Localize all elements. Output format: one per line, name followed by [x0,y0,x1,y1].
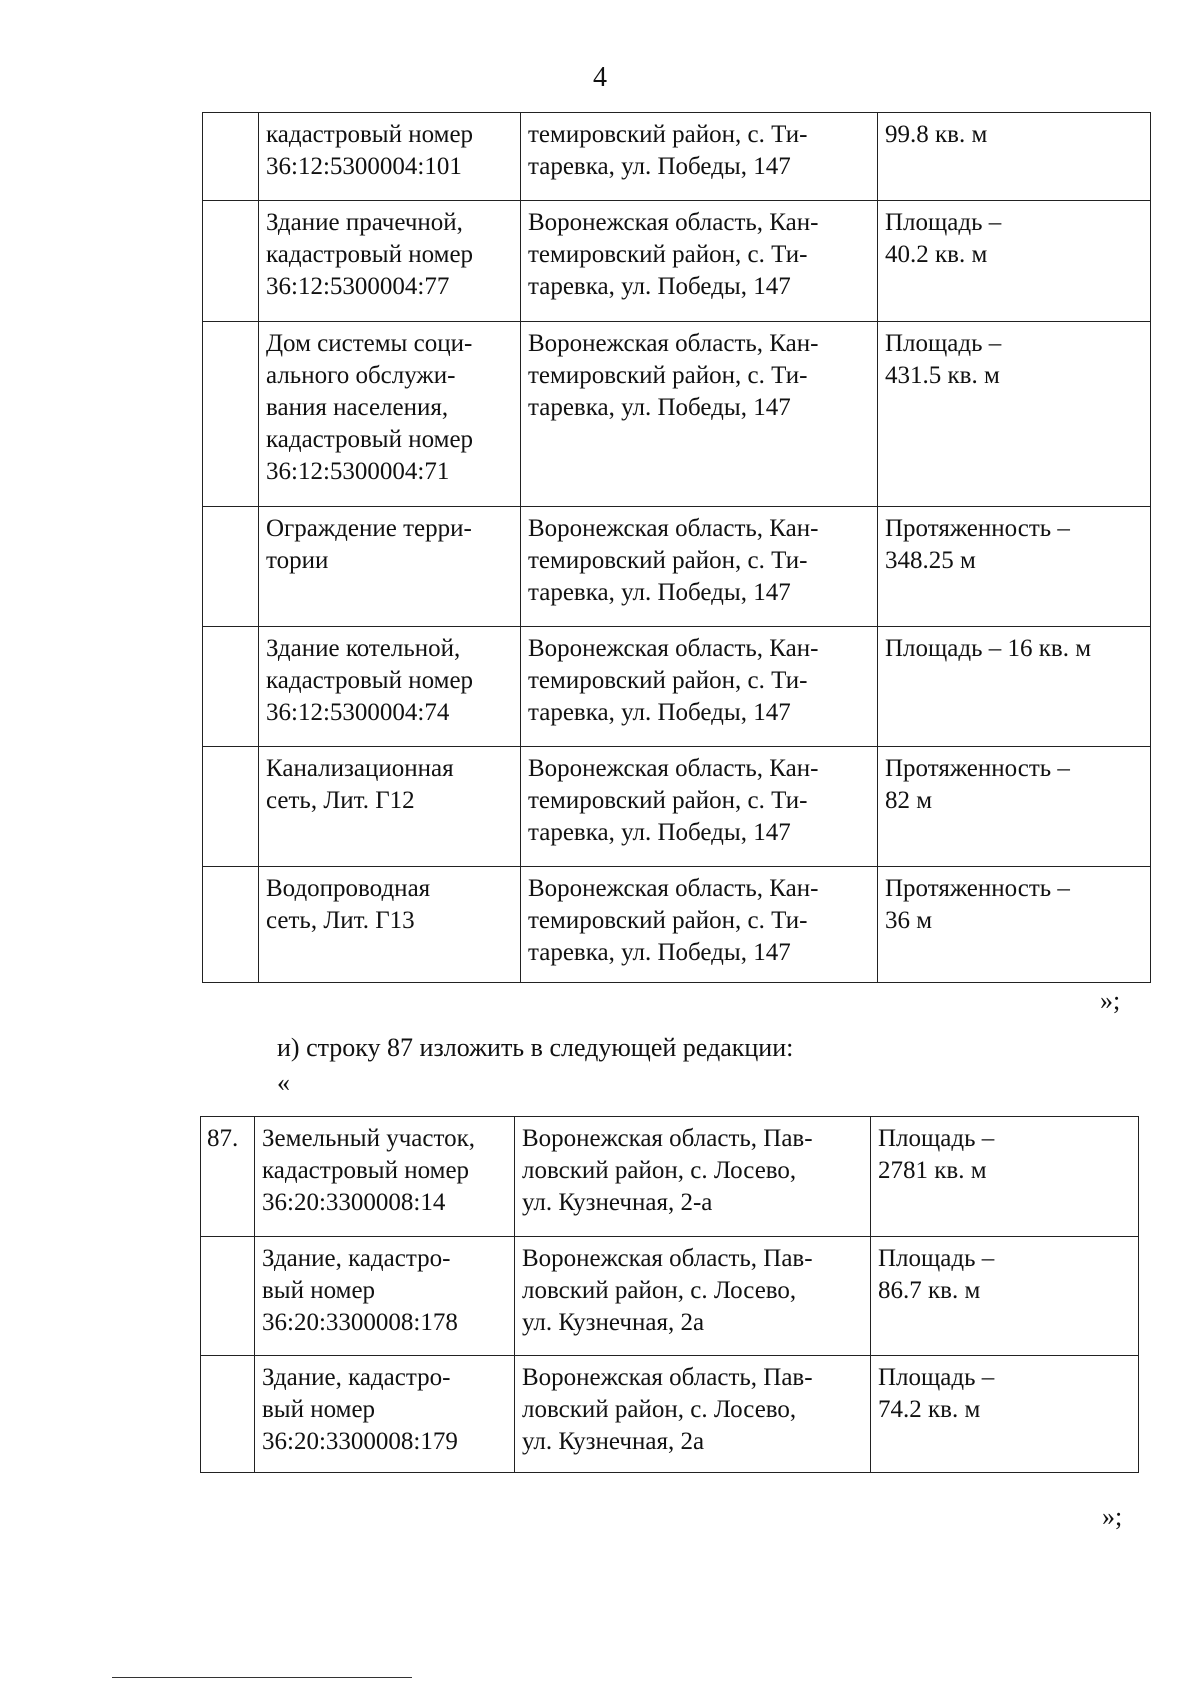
size-cell: Протяженность – 348.25 м [878,507,1151,627]
address-cell: Воронежская область, Пав- ловский район, с. Лосево, ул. Кузнечная, 2-а [515,1117,871,1237]
table-row [203,747,1151,867]
row-number-cell: 87. [201,1117,255,1237]
object-name-cell: Водопроводная сеть, Лит. Г13 [259,867,521,983]
row-number-cell [201,1356,255,1473]
object-name-cell: Земельный участок, кадастровый номер 36:20:3300008:14 [255,1117,515,1237]
table-row [203,201,1151,322]
size-cell: Площадь – 2781 кв. м [871,1117,1139,1237]
size-cell: Протяженность – 82 м [878,747,1151,867]
table-row [201,1117,1139,1237]
object-name-cell: Дом системы соци- ального обслужи- вания населения, кадастровый номер 36:12:5300004:71 [259,322,521,507]
address-cell: Воронежская область, Пав- ловский район, с. Лосево, ул. Кузнечная, 2а [515,1356,871,1473]
table-row [201,1237,1139,1356]
table-row [203,627,1151,747]
object-name-cell: Здание котельной, кадастровый номер 36:12:5300004:74 [259,627,521,747]
table-row [203,113,1151,201]
row-number-cell [203,507,259,627]
address-cell: Воронежская область, Кан- темировский район, с. Ти- таревка, ул. Победы, 147 [521,867,878,983]
row-number-cell [203,201,259,322]
size-cell: Площадь – 40.2 кв. м [878,201,1151,322]
size-cell: Площадь – 16 кв. м [878,627,1151,747]
address-cell: темировский район, с. Ти- таревка, ул. Победы, 147 [521,113,878,201]
object-name-cell: Канализационная сеть, Лит. Г12 [259,747,521,867]
row-number-cell [203,627,259,747]
row-number-cell [203,322,259,507]
closing-quote: »; [1100,986,1121,1015]
table-row [201,1356,1139,1473]
row-number-cell [203,867,259,983]
property-table-continued [202,112,1151,983]
object-name-cell: кадастровый номер 36:12:5300004:101 [259,113,521,201]
address-cell: Воронежская область, Пав- ловский район, с. Лосево, ул. Кузнечная, 2а [515,1237,871,1356]
row-number-cell [201,1237,255,1356]
table-row [203,507,1151,627]
address-cell: Воронежская область, Кан- темировский район, с. Ти- таревка, ул. Победы, 147 [521,322,878,507]
address-cell: Воронежская область, Кан- темировский район, с. Ти- таревка, ул. Победы, 147 [521,627,878,747]
closing-quote: »; [1102,1502,1123,1531]
property-table-row-87 [200,1116,1139,1473]
object-name-cell: Здание, кадастро- вый номер 36:20:3300008:179 [255,1356,515,1473]
size-cell: Протяженность – 36 м [878,867,1151,983]
address-cell: Воронежская область, Кан- темировский район, с. Ти- таревка, ул. Победы, 147 [521,747,878,867]
page-number: 4 [593,62,607,93]
address-cell: Воронежская область, Кан- темировский район, с. Ти- таревка, ул. Победы, 147 [521,507,878,627]
object-name-cell: Здание, кадастро- вый номер 36:20:3300008:178 [255,1237,515,1356]
row-number-cell [203,113,259,201]
table-row [203,867,1151,983]
instruction-paragraph: и) строку 87 изложить в следующей редакции: [277,1033,794,1062]
table-row [203,322,1151,507]
address-cell: Воронежская область, Кан- темировский район, с. Ти- таревка, ул. Победы, 147 [521,201,878,322]
size-cell: Площадь – 431.5 кв. м [878,322,1151,507]
size-cell: Площадь – 74.2 кв. м [871,1356,1139,1473]
size-cell: 99.8 кв. м [878,113,1151,201]
size-cell: Площадь – 86.7 кв. м [871,1237,1139,1356]
object-name-cell: Ограждение терри- тории [259,507,521,627]
row-number-cell [203,747,259,867]
opening-quote: « [277,1068,290,1097]
footer-rule [112,1677,412,1678]
object-name-cell: Здание прачечной, кадастровый номер 36:12:5300004:77 [259,201,521,322]
